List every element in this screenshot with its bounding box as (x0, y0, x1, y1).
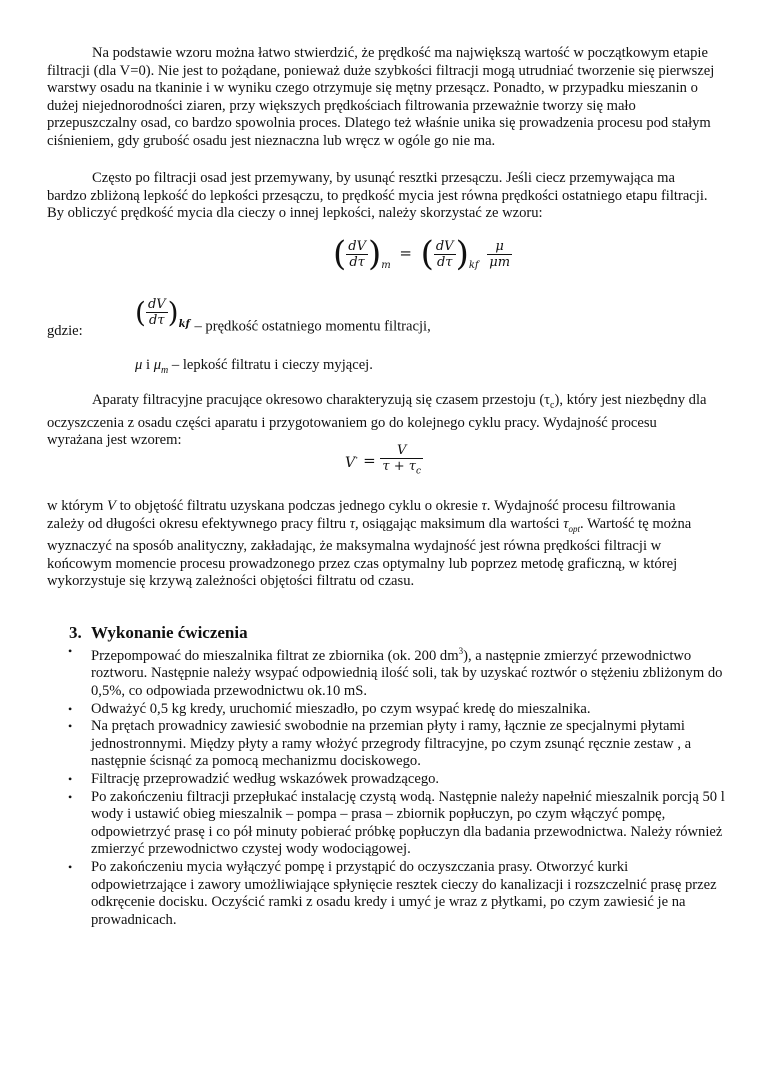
list-item: • Odważyć 0,5 kg kredy, uruchomić mieszadło, po czym wsypać kredę do mieszalnika. (68, 700, 591, 717)
paragraph-2: Często po filtracji osad jest przemywany, by usunąć resztki przesączu. Jeśli ciecz przemywająca ma bardzo zbliżoną lepkość do lepkości przesączu, to prędkość mycia jest równa prędkości ostatniego etapu filtracji. By obliczyć prędkość mycia dla cieczy o innej lepkości, należy skorzystać ze wzoru: (47, 170, 708, 222)
paragraph-1: Na podstawie wzoru można łatwo stwierdzić, że prędkość ma największą wartość w początkowym etapie filtracji (dla V=0). Nie jest to pożądane, ponieważ duże szybkości filtracji mogą utrudniać tworzenie się pierwszej warstwy osadu na tkaninie i w wyniku czego otrzymuje się mętny przesącz. Ponadto, w przypadku mieszanin o dużej niejednorodności ziaren, przy większych prędkościach filtrowania przeważnie tworzy się mało przepuszczalny osad, co bardzo spowolnia proces. Dlatego też właśnie unika się prowadzenia procesu pod stałym ciśnieniem, gdy grubość osadu jest nieznaczna lub wręcz w ogóle go nie ma. (47, 45, 715, 149)
where-term-2: μ i $\mu_m$ – lepkość filtratu i cieczy myjącej. (135, 357, 373, 376)
where-label: gdzie: (47, 323, 83, 339)
where-term-1: ( $\frac{dV}{d\tau}$ )$_{kf}$ – prędkość ostatniego momentu filtracji, (135, 295, 431, 335)
paragraph-4: w którym V to objętość filtratu uzyskana podczas jednego cyklu o okresie τ. Wydajność procesu filtrowania zależy od długości okresu efektywnego pracy filtru τ, osiągając maksimum dla wartości $\tau_{opt}$. Wartość tę można wyznaczyć na sposób analityczny, zakładając, że maksymalna wydajność jest równa prędkości filtracji w końcowym momencie procesu prowadzonego przez czas optymalny lub poprzez metodę graficzną, w której wykorzystuje się krzywą zależności objętości filtratu od czasu. (47, 498, 692, 590)
procedure-list (47, 643, 727, 929)
list-item: • Przepompować do mieszalnika filtrat ze zbiornika (ok. 200 $dm^3$), a następnie zmierzyć przewodnictwo roztworu. Następnie należy wsypać odpowiednią ilość soli, tak by uzyskać roztwór o stężeniu zbliżonym do 0,5%, co odpowiada przewodnictwu ok.10 mS. (68, 644, 723, 700)
list-item: • Na prętach prowadnicy zawiesić swobodnie na przemian płyty i ramy, łącznie ze specjalnymi płytami jednostronnymi. Między płyty a ramy włożyć przegrody filtracyjne, po czym zsunąć ręcznie zestaw , a następnie ścisnąć za pomocą mechanizmu dociskowego. (68, 718, 692, 770)
section-heading: 3. Wykonanie ćwiczenia (69, 623, 248, 642)
paragraph-3: Aparaty filtracyjne pracujące okresowo charakteryzują się czasem przestoju $(\tau_c)$, który jest niezbędny dla oczyszczenia z osadu części aparatu i przygotowaniem go do kolejnego cyklu pracy. Wydajność procesu wyrażana jest wzorem: (47, 392, 707, 449)
equation-efficiency: V· = $\frac{V}{\tau + \tau_c}$ (345, 443, 422, 477)
list-item: • Po zakończeniu filtracji przepłukać instalację czystą wodą. Następnie należy napełnić mieszalnik porcją 50 l wody i ustawić obieg mieszalnik – pompa – prasa – zbiornik popłuczyn, po czym włączyć pompę, odpowietrzyć prasę i co pół minuty pobierać próbkę popłuczyn dla badania przewodnictwa. Należy również zmierzyć przewodnictwo czystej wody wodociągowej. (68, 788, 725, 858)
equation-washing-rate: ( $\frac{dV}{d\tau}$ )$_m$ = ( $\frac{dV}{d\tau}$ )$_{kf}$ $\frac{\mu}{\mu m}$ (333, 234, 511, 274)
list-item: • Filtrację przeprowadzić według wskazówek prowadzącego. (68, 771, 440, 788)
list-item: • Po zakończeniu mycia wyłączyć pompę i przystąpić do oczyszczania prasy. Otworzyć kurki odpowietrzające i zawory umożliwiające spłynięcie resztek cieczy do kanalizacji i rozszczelnić prasę przez odkręcenie docisku. Oczyścić ramki z osadu kredy i umyć je wraz z płytkami, po czym zawiesić je na prowadnicach. (68, 858, 717, 928)
